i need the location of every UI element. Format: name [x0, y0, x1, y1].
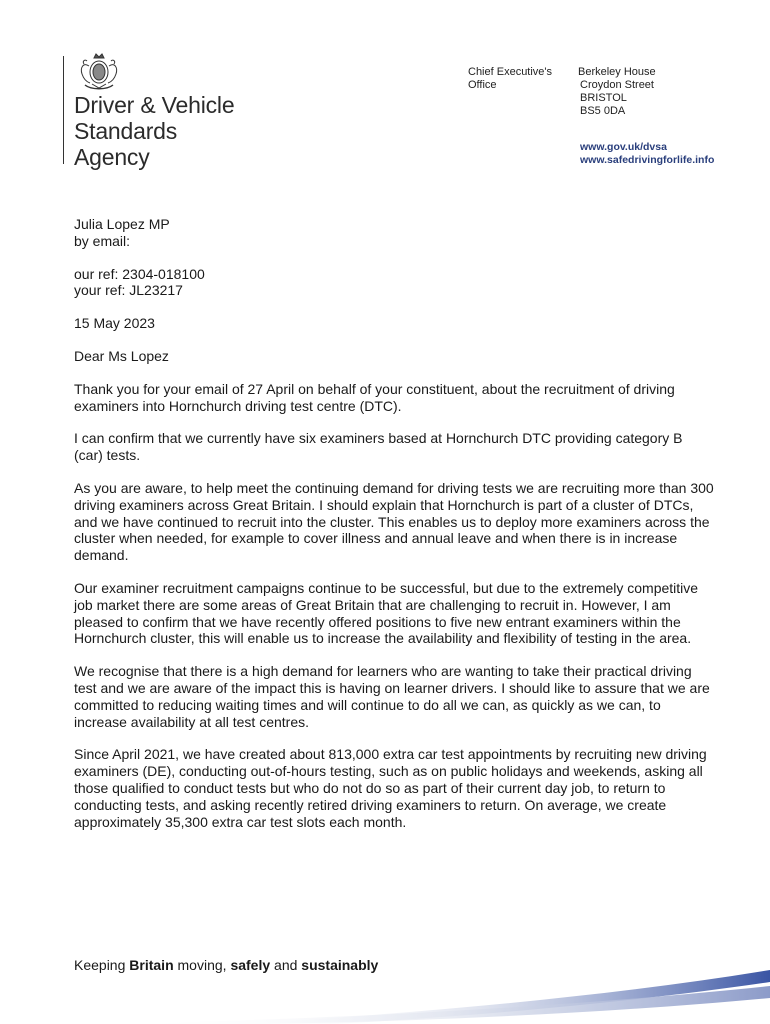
tagline-bold: Britain — [129, 957, 174, 973]
office-line: Office — [468, 79, 497, 91]
address-block — [580, 66, 656, 118]
address-line: BRISTOL — [580, 92, 627, 104]
web-links — [580, 141, 714, 167]
safe-driving-link[interactable]: www.safedrivingforlife.info — [580, 154, 715, 166]
body-paragraph: Since April 2021, we have created about 813,000 extra car test appointments by recruiting new driving examiners (DE), conducting out-of-hours testing, such as on public holidays and weekends, asking all those qualified to conduct tests but who do not do so as part of their current day job, to return to conducting tests, and asking recently retired driving examiners to return. On average, we create approximately 35,300 extra car test slots each month. — [74, 746, 707, 830]
footer-swoosh — [0, 960, 770, 1024]
recipient-via: by email: — [74, 232, 131, 249]
recipient-name: Julia Lopez MP — [74, 216, 170, 232]
address-line: Croydon Street — [580, 79, 654, 91]
body-paragraph: I can confirm that we currently have six examiners based at Hornchurch DTC providing category B (car) tests. — [74, 430, 683, 464]
recipient-block — [74, 216, 714, 250]
body-paragraph: Our examiner recruitment campaigns continue to be successful, but due to the extremely competitive job market there are some areas of Great Britain that are challenging to recruit in. However, I am pleased to confirm that we have recently offered positions to five new entrant examiners within the Hornchurch cluster, this will enable us to increase the availability and flexibility of testing in the area. — [74, 579, 699, 647]
letter-body — [74, 216, 714, 846]
body-paragraph: Thank you for your email of 27 April on behalf of your constituent, about the recruitment of driving examiners into Hornchurch driving test centre (DTC). — [74, 380, 675, 414]
your-ref: your ref: JL23217 — [74, 282, 183, 299]
dvsa-link[interactable]: www.gov.uk/dvsa — [580, 141, 667, 153]
body-paragraph: We recognise that there is a high demand for learners who are wanting to take their practical driving test and we are aware of the impact this is having on learner drivers. I should like to assure that we are committed to reducing waiting times and will continue to do all we can, as quickly as we can, to increase availability at all test centres. — [74, 663, 710, 730]
tagline-bold: sustainably — [301, 957, 379, 973]
agency-line: Standards — [74, 118, 178, 144]
our-ref: our ref: 2304-018100 — [74, 265, 205, 282]
agency-line: Agency — [74, 144, 150, 170]
salutation: Dear Ms Lopez — [74, 347, 169, 364]
tagline-text: Keeping — [74, 957, 130, 973]
tagline-text: and — [270, 957, 302, 973]
office-line: Chief Executive's — [468, 66, 553, 78]
royal-crest-icon — [76, 52, 122, 92]
address-line: Berkeley House — [578, 66, 656, 78]
body-paragraph: As you are aware, to help meet the continuing demand for driving tests we are recruiting more than 300 driving examiners across Great Britain. I should explain that Hornchurch is part of a cluster of DTCs, and we have continued to recruit into the cluster. This enables us to deploy more examiners across the cluster when needed, for example to cover illness and annual leave and when there is in increase demand. — [74, 479, 714, 564]
tagline-text: moving, — [173, 957, 231, 973]
tagline-bold: safely — [230, 957, 271, 973]
letter-date: 15 May 2023 — [74, 315, 155, 332]
office-block — [468, 66, 552, 92]
address-line: BS5 0DA — [580, 105, 626, 117]
agency-line: Driver & Vehicle — [74, 92, 235, 118]
logo-divider — [63, 56, 64, 164]
agency-name — [74, 92, 234, 170]
reference-block — [74, 266, 714, 300]
